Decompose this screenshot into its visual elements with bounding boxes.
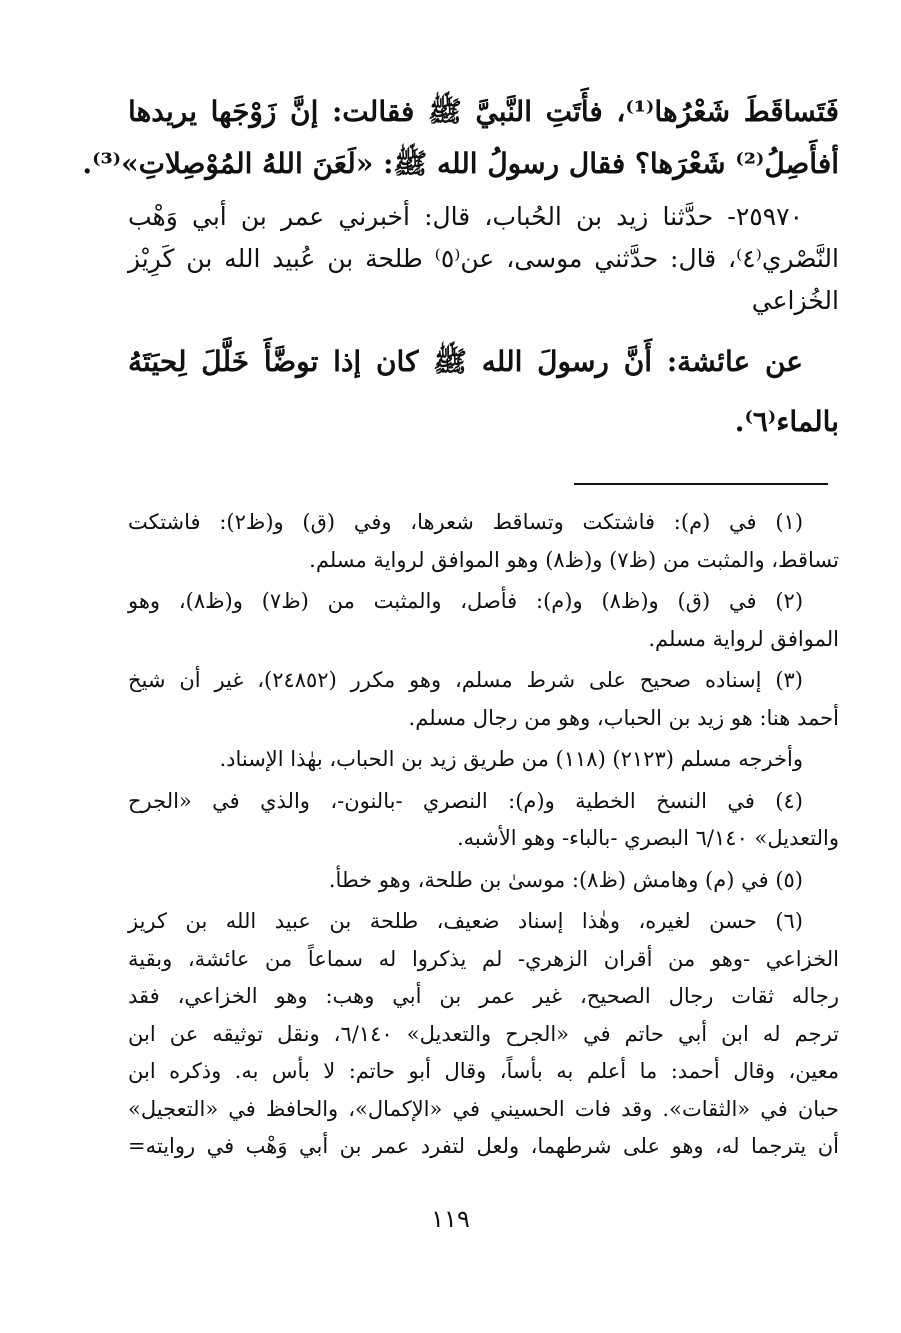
footnote-line: (٢) في (ق) و(ظ٨) و(م): فأصل، والمثبت من (ظ٧) و(ظ٨)، وهو (128, 589, 804, 613)
footnote-line: أحمد هنا: هو زيد بن الحباب، وهو من رجال مسلم. (408, 705, 839, 730)
footnote-line: والتعديل» ٦/١٤٠ البصري -بالباء- وهو الأشبه. (456, 826, 839, 850)
text-line: الخُزاعي (751, 286, 839, 315)
footnote-4 (128, 783, 839, 858)
footnote-line: حبان في «الثقات». وقد فات الحسيني في «الإكمال»، والحافظ في «التعجيل» (128, 1096, 839, 1121)
footnote-line: (٤) في النسخ الخطية و(م): النصري -بالنون-، والذي في «الجرح (128, 788, 803, 813)
footnote-3 (128, 662, 839, 737)
footnote-line: رجاله ثقات رجال الصحيح، غير عمر بن أبي وهب: وهو الخزاعي، فقد (128, 984, 839, 1008)
footnote-line: (٥) في (م) وهامش (ظ٨): موسىٰ بن طلحة، وهو خطأ. (328, 867, 803, 892)
footnote-line: الموافق لرواية مسلم. (648, 626, 839, 651)
footnote-line: معين، وقال أحمد: ما أعلم به بأساً، وقال أبو حاتم: لا بأس به. وذكره ابن (128, 1059, 839, 1083)
footnotes (128, 504, 839, 1170)
text-line: أفأَصِلُ⁽²⁾ شَعْرَها؟ فقال رسولُ الله ﷺ: «لَعَنَ اللهُ المُوْصِلاتِ»⁽³⁾. (82, 147, 839, 180)
footnote-1 (128, 504, 839, 579)
footnote-line: وأخرجه مسلم (٢١٢٣) (١١٨) من طريق زيد بن الحباب، بهٰذا الإسناد. (219, 747, 803, 771)
hadith-continuation (82, 86, 839, 190)
hadith-isnad (128, 196, 839, 322)
text-line: فَتَساقَطَ شَعْرُها⁽¹⁾، فأَتَتِ النَّبيَّ ﷺ فقالت: إنَّ زَوْجَها يريدها (128, 95, 839, 128)
footnote-line: الخزاعي -وهو من أقران الزهري- لم يذكروا له سماعاً من عائشة، وبقية (128, 946, 839, 971)
footnote-line: (٣) إسناده صحيح على شرط مسلم، وهو مكرر (٢٤٨٥٢)، غير أن شيخ (128, 668, 803, 692)
page-number: ١١٩ (431, 1205, 470, 1233)
footnote-line: (٦) حسن لغيره، وهٰذا إسناد ضعيف، طلحة بن عبيد الله بن كريز (128, 909, 803, 933)
footnote-5 (128, 862, 839, 900)
footnote-line: تساقط، والمثبت من (ظ٧) و(ظ٨) وهو الموافق لرواية مسلم. (309, 547, 839, 572)
text-line: بالماء⁽٦⁾. (734, 405, 839, 438)
footnote-line: ترجم له ابن أبي حاتم في «الجرح والتعديل» ٦/١٤٠، ونقل توثيقه عن ابن (128, 1021, 840, 1046)
text-line: ٢٥٩٧٠- حدَّثنا زيد بن الحُباب، قال: أخبرني عمر بن أبي وَهْب (128, 202, 803, 231)
footnote-line: (١) في (م): فاشتكت وتساقط شعرها، وفي (ق) و(ظ٢): فاشتكت (128, 510, 804, 534)
footnote-6 (128, 903, 839, 1166)
text-line: النَّصْري⁽٤⁾، قال: حدَّثني موسى، عن⁽٥⁾ طلحة بن عُبيد الله بن كَرِيْز (128, 244, 839, 273)
footnote-line: أن يترجما له، وهو على شرطهما، ولعل لتفرد عمر بن أبي وَهْب في روايته= (128, 1134, 840, 1158)
footnote-separator (574, 483, 828, 485)
hadith-matn (128, 332, 839, 452)
footnote-3-continuation (128, 741, 839, 779)
footnote-2 (128, 583, 839, 658)
text-line: عن عائشة: أَنَّ رسولَ الله ﷺ كان إذا توضَّأَ خَلَّلَ لِحيَتَهُ (128, 345, 803, 378)
main-text (82, 86, 839, 452)
